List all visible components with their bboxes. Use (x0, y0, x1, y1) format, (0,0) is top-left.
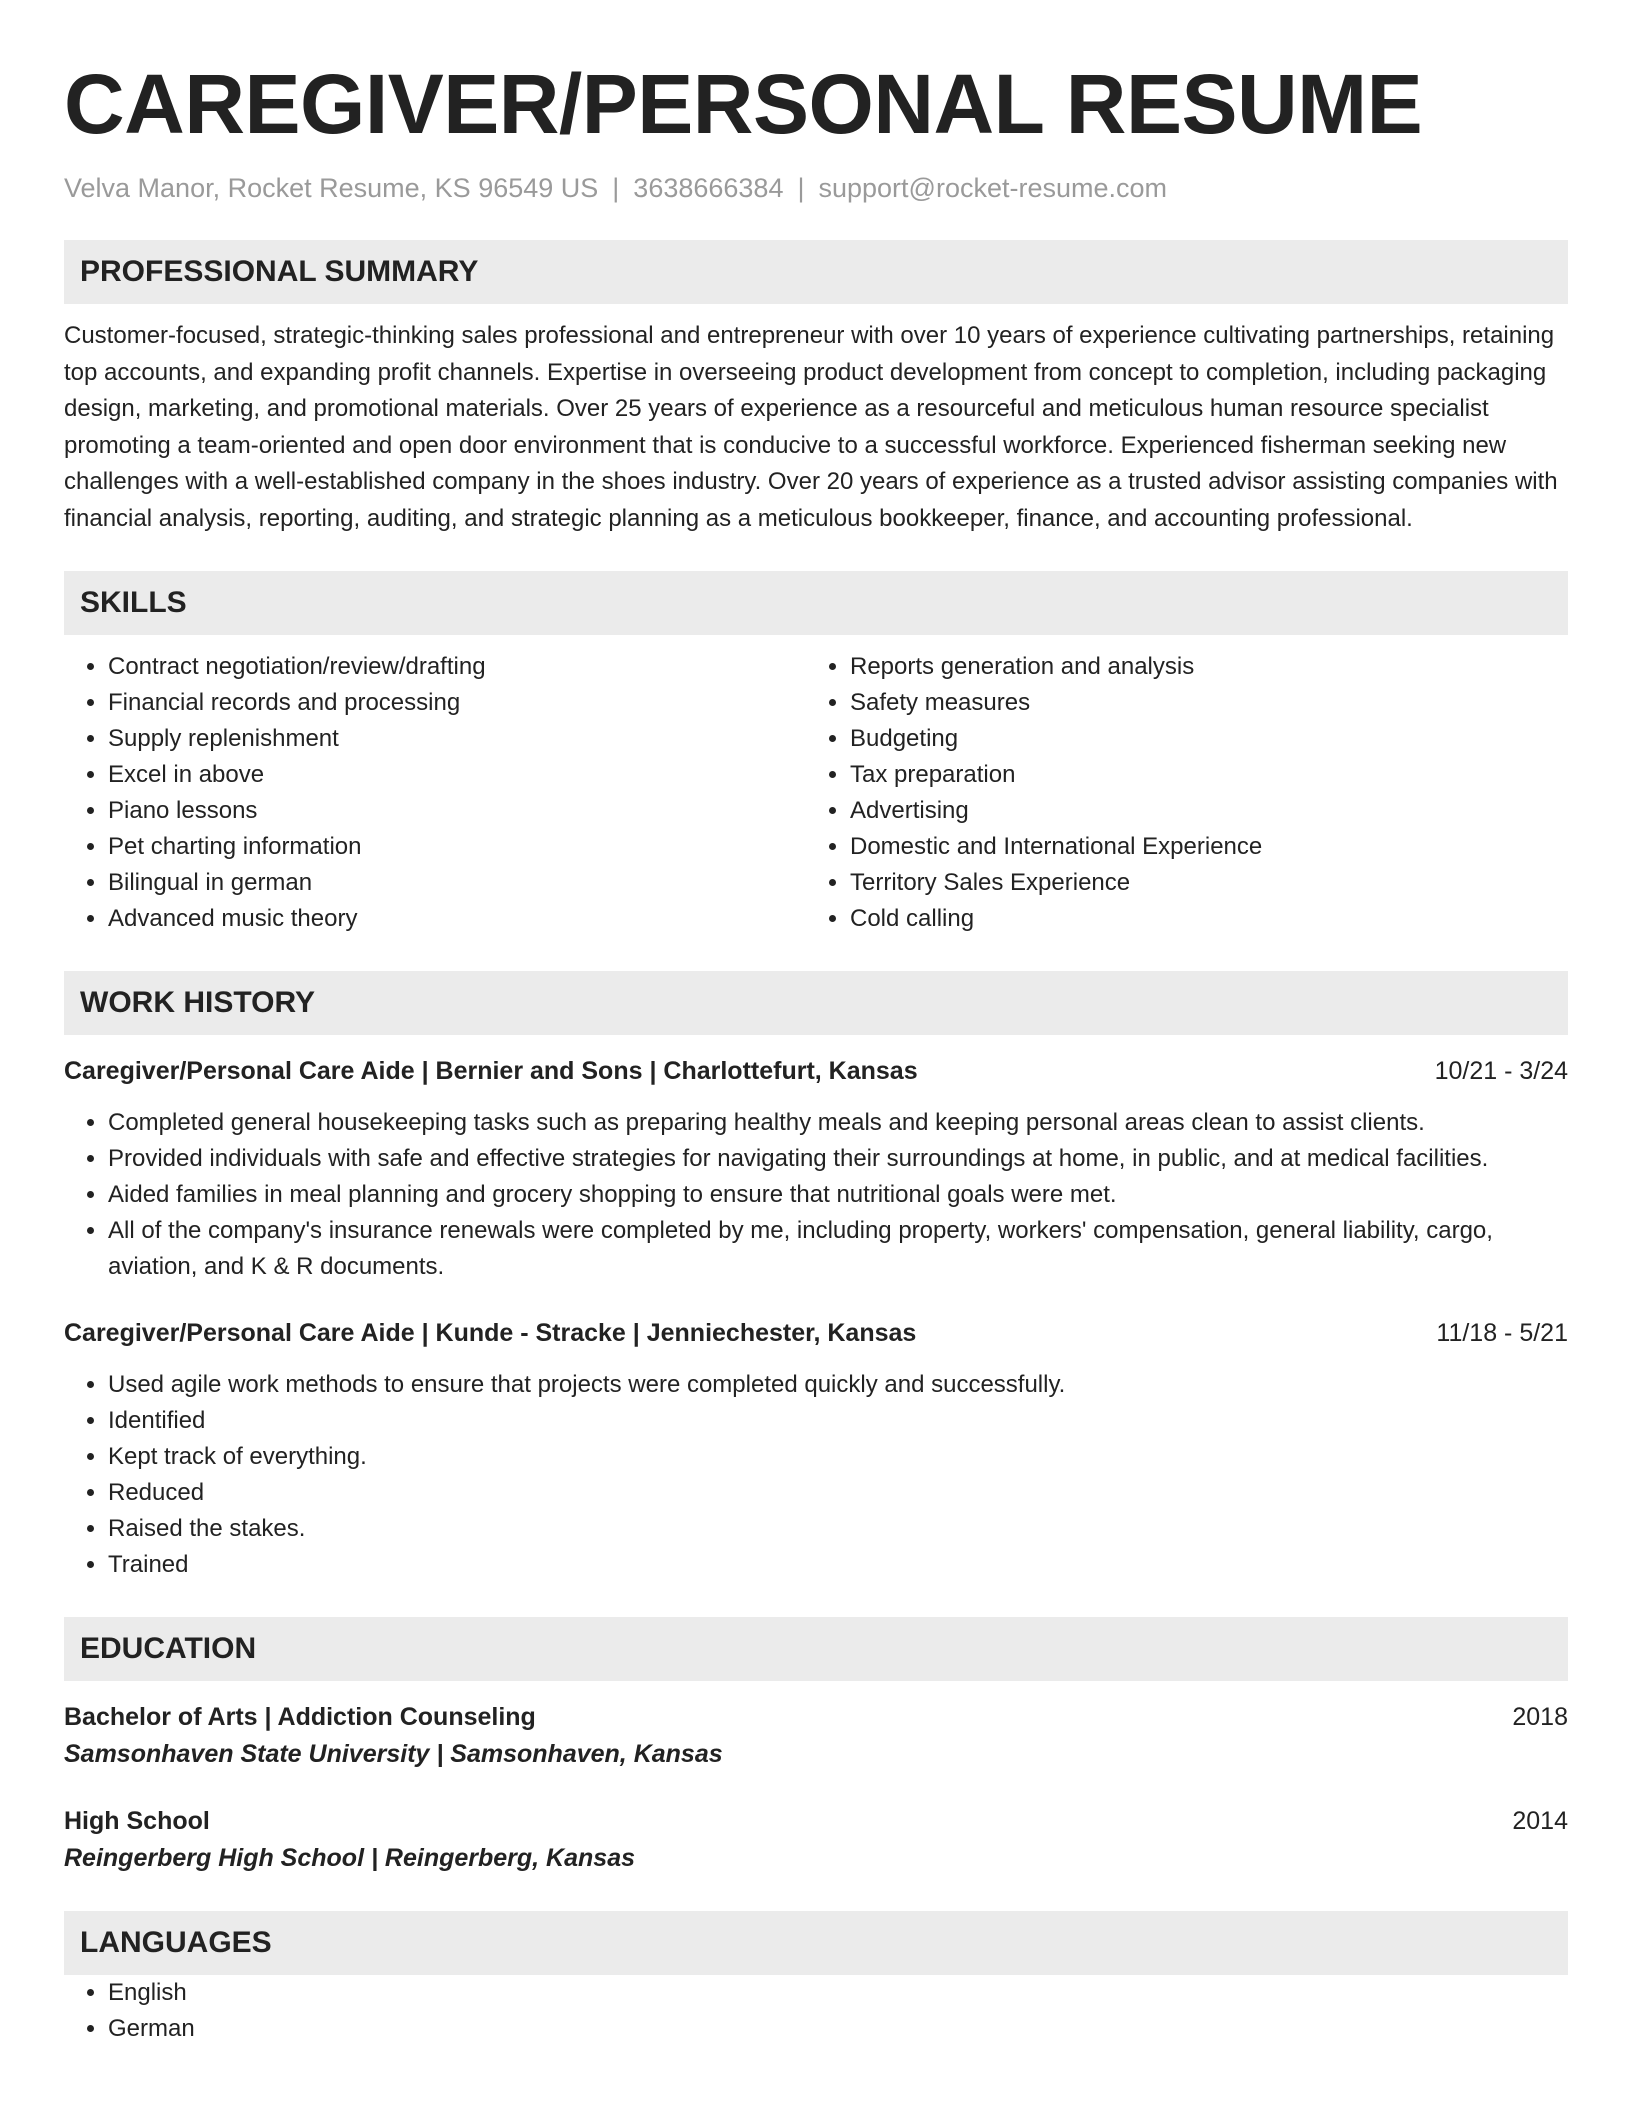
job-duties-list (64, 1367, 1568, 1583)
job-duty-item: • All of the company's insurance renewals were completed by me, including property, workers' compensation, general liability, cargo, aviation, and K & R documents. (108, 1213, 1568, 1285)
job-duty-item: • Trained (108, 1547, 1568, 1583)
education-header (64, 1699, 1568, 1735)
education-school: Samsonhaven State University | Samsonhaven, Kansas (64, 1740, 723, 1768)
skill-item: • Reports generation and analysis (850, 649, 1548, 685)
contact-line (64, 170, 1568, 206)
education-year: 2018 (1512, 1703, 1568, 1731)
education-school: Reingerberg High School | Reingerberg, Kansas (64, 1844, 635, 1872)
skill-item: • Advertising (850, 793, 1548, 829)
summary-text: Customer-focused, strategic-thinking sales professional and entrepreneur with over 10 years of experience cultivating partnerships, retaining top accounts, and expanding profit channels. Expertise in overseeing product development from concept to completion, including packaging design, marketing, and promotional materials. Over 25 years of experience as a resourceful and meticulous human resource specialist promoting a team-oriented and open door environment that is conducive to a successful workforce. Experienced fisherman seeking new challenges with a well-established company in the shoes industry. Over 20 years of experience as a trusted advisor assisting companies with financial analysis, reporting, auditing, and strategic planning as a meticulous bookkeeper, finance, and accounting professional. (64, 322, 1558, 532)
skill-item: • Advanced music theory (108, 901, 806, 937)
skills-list-left (64, 649, 806, 937)
education-header (64, 1803, 1568, 1839)
job-header (64, 1315, 1568, 1351)
job-duty-item: • Identified (108, 1403, 1568, 1439)
skill-item: • Pet charting information (108, 829, 806, 865)
contact-phone: 3638666384 (633, 173, 784, 203)
language-item: • English (108, 1975, 1568, 2011)
job-duty-item: • Raised the stakes. (108, 1511, 1568, 1547)
contact-separator: | (612, 173, 620, 203)
job-duty-item: • Kept track of everything. (108, 1439, 1568, 1475)
job-title: Caregiver/Personal Care Aide | Kunde - Stracke | Jenniechester, Kansas (64, 1319, 917, 1347)
resume-title: CAREGIVER/PERSONAL RESUME (64, 57, 1423, 151)
job-dates: 10/21 - 3/24 (1434, 1057, 1568, 1085)
section-heading-work-history: WORK HISTORY (64, 971, 1568, 1035)
job-title: Caregiver/Personal Care Aide | Bernier and Sons | Charlottefurt, Kansas (64, 1057, 918, 1085)
skill-item: • Bilingual in german (108, 865, 806, 901)
skill-item: • Excel in above (108, 757, 806, 793)
job-header (64, 1053, 1568, 1089)
contact-separator: | (797, 173, 805, 203)
job-duty-item: • Reduced (108, 1475, 1568, 1511)
section-heading-education: EDUCATION (64, 1617, 1568, 1681)
skill-item: • Budgeting (850, 721, 1548, 757)
skills-grid (64, 649, 1568, 937)
job-entry (64, 1315, 1568, 1583)
education-entry (64, 1699, 1568, 1773)
skill-item: • Domestic and International Experience (850, 829, 1548, 865)
skill-item: • Territory Sales Experience (850, 865, 1548, 901)
education-degree: Bachelor of Arts | Addiction Counseling (64, 1703, 536, 1731)
language-item: • German (108, 2011, 1568, 2047)
skill-item: • Safety measures (850, 685, 1548, 721)
languages-list (64, 1975, 1568, 2047)
job-duty-item: • Completed general housekeeping tasks such as preparing healthy meals and keeping personal areas clean to assist clients. (108, 1105, 1568, 1141)
skill-item: • Tax preparation (850, 757, 1548, 793)
skills-list-right (806, 649, 1548, 937)
skill-item: • Supply replenishment (108, 721, 806, 757)
skill-item: • Contract negotiation/review/drafting (108, 649, 806, 685)
section-heading-languages: LANGUAGES (64, 1911, 1568, 1975)
skill-item: • Cold calling (850, 901, 1548, 937)
skills-column-left (64, 649, 806, 937)
job-entry (64, 1053, 1568, 1285)
skill-item: • Piano lessons (108, 793, 806, 829)
section-heading-skills: SKILLS (64, 571, 1568, 635)
education-degree: High School (64, 1807, 210, 1835)
job-duty-item: • Used agile work methods to ensure that projects were completed quickly and successfully. (108, 1367, 1568, 1403)
job-duty-item: • Provided individuals with safe and effective strategies for navigating their surroundings at home, in public, and at medical facilities. (108, 1141, 1568, 1177)
contact-address: Velva Manor, Rocket Resume, KS 96549 US (64, 173, 599, 203)
job-duties-list (64, 1105, 1568, 1285)
section-heading-summary: PROFESSIONAL SUMMARY (64, 240, 1568, 304)
job-dates: 11/18 - 5/21 (1436, 1319, 1568, 1347)
job-duty-item: • Aided families in meal planning and grocery shopping to ensure that nutritional goals were met. (108, 1177, 1568, 1213)
skill-item: • Financial records and processing (108, 685, 806, 721)
education-year: 2014 (1512, 1807, 1568, 1835)
education-entry (64, 1803, 1568, 1877)
skills-column-right (806, 649, 1548, 937)
contact-email: support@rocket-resume.com (818, 173, 1168, 203)
